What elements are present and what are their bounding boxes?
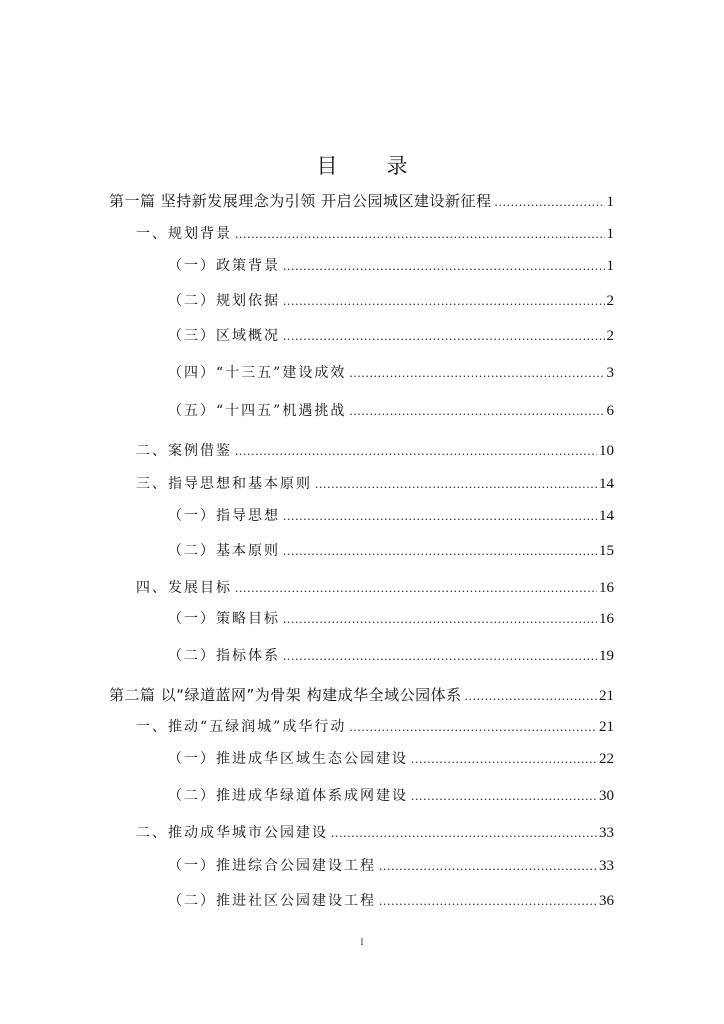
toc-chapter-entry[interactable] bbox=[136, 223, 614, 245]
toc-section-entry[interactable] bbox=[168, 855, 614, 877]
toc-entry-label: （一）指导思想 bbox=[168, 508, 280, 524]
toc-entry-page-number: 30 bbox=[599, 788, 614, 804]
dot-leader bbox=[283, 508, 597, 524]
toc-section-entry[interactable] bbox=[168, 400, 614, 422]
dot-leader bbox=[283, 293, 605, 309]
toc-entry-label: （五）“十四五”机遇挑战 bbox=[168, 403, 347, 419]
toc-section-entry[interactable] bbox=[168, 255, 614, 277]
toc-section-entry[interactable] bbox=[168, 608, 614, 630]
dot-leader bbox=[331, 825, 597, 841]
toc-entry-page-number: 14 bbox=[599, 476, 614, 492]
toc-entry-label: （一）策略目标 bbox=[168, 611, 280, 627]
toc-entry-label: （一）推进综合公园建设工程 bbox=[168, 858, 376, 874]
toc-entry-label: （二）规划依据 bbox=[168, 293, 280, 309]
toc-entry-page-number: 16 bbox=[599, 580, 614, 596]
toc-entry-label: 三、指导思想和基本原则 bbox=[136, 476, 312, 492]
toc-entry-label: 四、发展目标 bbox=[136, 580, 232, 596]
dot-leader bbox=[349, 719, 597, 735]
toc-part-entry[interactable] bbox=[109, 684, 614, 706]
dot-leader bbox=[379, 893, 597, 909]
dot-leader bbox=[235, 443, 597, 459]
toc-entry-page-number: 16 bbox=[599, 611, 614, 627]
toc-section-entry[interactable] bbox=[168, 290, 614, 312]
toc-chapter-entry[interactable] bbox=[136, 716, 614, 738]
dot-leader bbox=[379, 858, 597, 874]
dot-leader bbox=[283, 611, 597, 627]
toc-chapter-entry[interactable] bbox=[136, 440, 614, 462]
dot-leader bbox=[411, 751, 597, 767]
toc-entry-label: （二）基本原则 bbox=[168, 543, 280, 559]
dot-leader bbox=[235, 226, 605, 242]
toc-entry-page-number: 14 bbox=[599, 508, 614, 524]
toc-entry-label: （二）指标体系 bbox=[168, 648, 280, 664]
toc-chapter-entry[interactable] bbox=[136, 577, 614, 599]
toc-section-entry[interactable] bbox=[168, 785, 614, 807]
toc-entry-page-number: 2 bbox=[606, 328, 614, 344]
dot-leader bbox=[315, 476, 597, 492]
toc-entry-label: 一、推动“五绿润城”成华行动 bbox=[136, 719, 347, 735]
dot-leader bbox=[465, 688, 597, 704]
toc-section-entry[interactable] bbox=[168, 645, 614, 667]
toc-entry-label: 第二篇 以“绿道蓝网”为骨架 构建成华全域公园体系 bbox=[109, 686, 462, 704]
toc-section-entry[interactable] bbox=[168, 890, 614, 912]
dot-leader bbox=[495, 194, 605, 210]
toc-entry-page-number: 22 bbox=[599, 751, 614, 767]
dot-leader bbox=[283, 648, 597, 664]
toc-entry-label: （四）“十三五”建设成效 bbox=[168, 365, 347, 381]
toc-section-entry[interactable] bbox=[168, 505, 614, 527]
toc-entry-page-number: 1 bbox=[606, 258, 614, 274]
toc-entry-label: 第一篇 坚持新发展理念为引领 开启公园城区建设新征程 bbox=[109, 192, 492, 210]
toc-section-entry[interactable] bbox=[168, 540, 614, 562]
toc-entry-page-number: 1 bbox=[606, 226, 614, 242]
page-number: I bbox=[360, 937, 364, 947]
toc-entry-page-number: 3 bbox=[606, 365, 614, 381]
page-title: 目 录 bbox=[316, 154, 422, 178]
toc-entry-page-number: 33 bbox=[599, 825, 614, 841]
toc-entry-page-number: 21 bbox=[599, 688, 614, 704]
toc-entry-page-number: 6 bbox=[606, 403, 614, 419]
toc-entry-page-number: 15 bbox=[599, 543, 614, 559]
toc-entry-page-number: 2 bbox=[606, 293, 614, 309]
toc-section-entry[interactable] bbox=[168, 748, 614, 770]
toc-part-entry[interactable] bbox=[109, 190, 614, 212]
toc-entry-page-number: 36 bbox=[599, 893, 614, 909]
dot-leader bbox=[349, 365, 604, 381]
toc-entry-label: 二、案例借鉴 bbox=[136, 443, 232, 459]
toc-entry-page-number: 19 bbox=[599, 648, 614, 664]
toc-chapter-entry[interactable] bbox=[136, 473, 614, 495]
toc-entry-page-number: 21 bbox=[599, 719, 614, 735]
toc-entry-page-number: 33 bbox=[599, 858, 614, 874]
dot-leader bbox=[235, 580, 597, 596]
toc-entry-page-number: 1 bbox=[606, 194, 614, 210]
toc-entry-label: 二、推动成华城市公园建设 bbox=[136, 825, 328, 841]
toc-entry-label: （一）政策背景 bbox=[168, 258, 280, 274]
toc-section-entry[interactable] bbox=[168, 325, 614, 347]
dot-leader bbox=[283, 258, 605, 274]
toc-chapter-entry[interactable] bbox=[136, 822, 614, 844]
toc-entry-label: （二）推进成华绿道体系成网建设 bbox=[168, 788, 408, 804]
toc-entry-label: （二）推进社区公园建设工程 bbox=[168, 893, 376, 909]
dot-leader bbox=[283, 328, 605, 344]
toc-entry-label: （一）推进成华区域生态公园建设 bbox=[168, 751, 408, 767]
toc-entry-label: （三）区域概况 bbox=[168, 328, 280, 344]
toc-entry-label: 一、规划背景 bbox=[136, 226, 232, 242]
toc-section-entry[interactable] bbox=[168, 362, 614, 384]
dot-leader bbox=[411, 788, 597, 804]
dot-leader bbox=[283, 543, 597, 559]
toc-entry-page-number: 10 bbox=[599, 443, 614, 459]
dot-leader bbox=[349, 403, 604, 419]
